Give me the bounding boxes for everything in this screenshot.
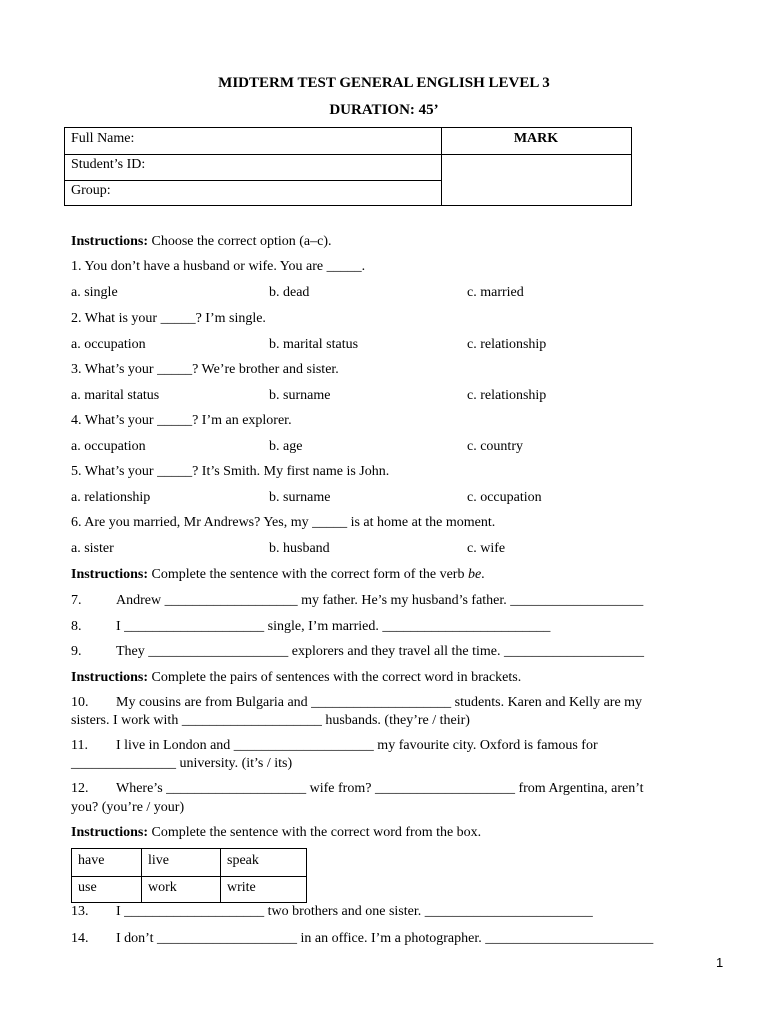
option-c: c. wife xyxy=(467,541,506,556)
instructions-text: Complete the pairs of sentences with the correct word in brackets. xyxy=(148,670,522,685)
item-text: I don’t ____________________ in an office. I’m a photographer. ________________________ xyxy=(116,931,654,946)
item-text: They ____________________ explorers and they travel all the time. ____________________ xyxy=(116,644,645,659)
item-number: 11. xyxy=(71,738,88,753)
option-b: b. husband xyxy=(269,541,330,556)
option-b: b. surname xyxy=(269,388,331,403)
page-number: 1 xyxy=(716,955,724,970)
word-box-cell: work xyxy=(148,880,177,895)
item-number: 10. xyxy=(71,695,89,710)
instructions-label: Instructions: xyxy=(71,670,149,685)
option-a: a. occupation xyxy=(71,337,146,352)
question-text: 4. What’s your _____? I’m an explorer. xyxy=(71,413,292,428)
option-b: b. surname xyxy=(269,490,331,505)
duration-label: DURATION: 45’ xyxy=(329,102,439,118)
mark-label: MARK xyxy=(513,131,559,146)
item-number: 12. xyxy=(71,781,89,796)
question-text: 6. Are you married, Mr Andrews? Yes, my _____ is at home at the moment. xyxy=(71,515,496,530)
question-text: 2. What is your _____? I’m single. xyxy=(71,311,266,326)
item-number: 14. xyxy=(71,931,89,946)
option-c: c. married xyxy=(467,285,524,300)
option-b: b. marital status xyxy=(269,337,359,352)
instructions-label: Instructions: xyxy=(71,825,149,840)
section1-instructions xyxy=(71,235,332,249)
student-id-field: Student’s ID: xyxy=(71,157,146,172)
item-number: 7. xyxy=(71,593,82,608)
item-number: 13. xyxy=(71,904,89,919)
instructions-label: Instructions: xyxy=(71,234,149,249)
instructions-text: Complete the sentence with the correct form of the verb xyxy=(148,567,468,582)
item-number: 8. xyxy=(71,619,82,634)
item-line-2: _______________ university. (it’s / its) xyxy=(71,756,293,771)
instructions-label: Instructions: xyxy=(71,567,149,582)
page-title: MIDTERM TEST GENERAL ENGLISH LEVEL 3 xyxy=(218,75,550,91)
option-a: a. relationship xyxy=(71,490,151,505)
item-line-2: you? (you’re / your) xyxy=(71,800,185,815)
option-a: a. single xyxy=(71,285,118,300)
option-a: a. sister xyxy=(71,541,114,556)
instructions-period: . xyxy=(481,567,485,582)
option-a: a. marital status xyxy=(71,388,160,403)
option-a: a. occupation xyxy=(71,439,146,454)
item-number: 9. xyxy=(71,644,82,659)
item-text: I ____________________ single, I’m married. ________________________ xyxy=(116,619,551,634)
group-field: Group: xyxy=(71,183,111,198)
word-box-cell: speak xyxy=(227,853,259,868)
question-text: 1. You don’t have a husband or wife. You are _____. xyxy=(71,259,366,274)
word-box-cell: write xyxy=(227,880,256,895)
item-text: I ____________________ two brothers and one sister. ________________________ xyxy=(116,904,593,919)
item-text: Andrew ___________________ my father. He’s my husband’s father. ___________________ xyxy=(116,593,644,608)
option-c: c. relationship xyxy=(467,388,547,403)
item-line-1: My cousins are from Bulgaria and ____________________ students. Karen and Kelly are my xyxy=(116,695,643,710)
verb-be: be xyxy=(467,567,482,582)
option-c: c. country xyxy=(467,439,523,454)
section2-instructions xyxy=(71,568,485,582)
section4-instructions xyxy=(71,826,481,840)
option-b: b. dead xyxy=(269,285,310,300)
question-text: 5. What’s your _____? It’s Smith. My first name is John. xyxy=(71,464,390,479)
option-c: c. occupation xyxy=(467,490,542,505)
word-box-cell: have xyxy=(78,853,105,868)
word-box-cell: live xyxy=(148,853,169,868)
instructions-text: Choose the correct option (a–c). xyxy=(148,234,332,249)
full-name-field: Full Name: xyxy=(71,131,135,146)
question-text: 3. What’s your _____? We’re brother and sister. xyxy=(71,362,339,377)
student-info-table xyxy=(64,127,632,206)
word-box-cell: use xyxy=(78,880,97,895)
instructions-text: Complete the sentence with the correct word from the box. xyxy=(148,825,482,840)
option-b: b. age xyxy=(269,439,303,454)
item-line-1: I live in London and ____________________ my favourite city. Oxford is famous for xyxy=(116,738,598,753)
option-c: c. relationship xyxy=(467,337,547,352)
item-line-1: Where’s ____________________ wife from? ____________________ from Argentina, aren’t xyxy=(116,781,644,796)
item-line-2: sisters. I work with ____________________ husbands. (they’re / their) xyxy=(71,713,470,728)
word-box xyxy=(71,848,307,903)
section3-instructions xyxy=(71,671,521,685)
